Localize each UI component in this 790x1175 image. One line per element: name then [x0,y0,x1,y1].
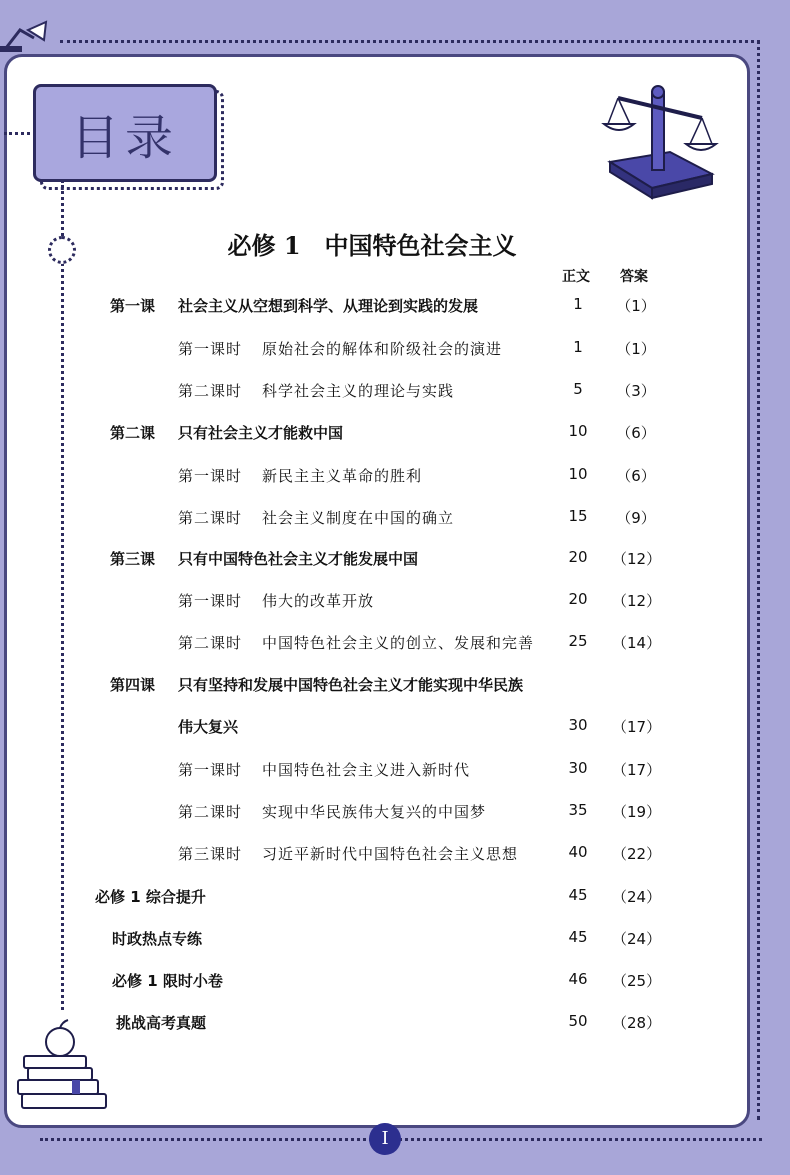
page-ref: 1 [573,295,583,313]
answer-ref: （1） [616,340,656,358]
period-label: 第一课时 [178,592,243,610]
apple-books-icon [14,1018,114,1110]
answer-ref: （6） [616,467,656,485]
toc-row [0,801,744,825]
page-ref: 10 [568,465,588,483]
page-ref: 20 [568,590,588,608]
lesson-title: 社会主义从空想到科学、从理论到实践的发展 [178,297,479,315]
answer-ref: （19） [612,803,662,821]
answer-ref: （1） [616,297,656,315]
toc-title: 目录 [70,109,179,166]
answer-ref: （22） [612,845,662,863]
answer-ref: （24） [612,888,662,906]
period-title: 习近平新时代中国特色社会主义思想 [262,845,519,863]
page-ref: 45 [568,928,588,946]
main-title: 必修 1 中国特色社会主义 [227,231,517,260]
answer-ref: （12） [612,592,662,610]
desk-lamp-icon [0,0,60,60]
page-ref: 46 [568,970,588,988]
balance-scale-icon [600,80,720,210]
toc-row [0,716,744,740]
period-title: 科学社会主义的理论与实践 [262,382,455,400]
answer-ref: （3） [616,382,656,400]
page-ref: 30 [568,716,588,734]
period-title: 原始社会的解体和阶级社会的演进 [262,340,503,358]
period-label: 第一课时 [178,467,243,485]
period-title: 社会主义制度在中国的确立 [262,509,455,527]
toc-row [0,970,744,994]
toc-row [0,507,744,531]
dotted-border-bottom [40,1138,762,1141]
page-ref: 40 [568,843,588,861]
page-ref: 45 [568,886,588,904]
column-header-text: 正文 [562,269,590,285]
page-ref: 25 [568,632,588,650]
page-ref: 20 [568,548,588,566]
toc-row [0,843,744,867]
lesson-title: 只有坚持和发展中国特色社会主义才能实现中华民族 [178,676,524,694]
toc-row [0,380,744,404]
toc-title-box [33,84,217,182]
answer-ref: （6） [616,424,656,442]
period-title: 实现中华民族伟大复兴的中国梦 [262,803,487,821]
column-header-answer: 答案 [620,269,648,285]
lesson-label: 第一课 [110,297,156,315]
period-label: 第三课时 [178,845,243,863]
toc-row [0,465,744,489]
period-label: 第二课时 [178,382,243,400]
page-ref: 5 [573,380,583,398]
toc-row [0,548,744,572]
period-label: 第二课时 [178,803,243,821]
answer-ref: （9） [616,509,656,527]
section-title: 挑战高考真题 [116,1014,207,1032]
section-title: 时政热点专练 [112,930,203,948]
period-title: 新民主主义革命的胜利 [262,467,423,485]
page-ref: 35 [568,801,588,819]
toc-row [0,338,744,362]
dotted-connector [4,132,36,135]
period-title: 中国特色社会主义进入新时代 [262,761,471,779]
answer-ref: （17） [612,718,662,736]
period-label: 第一课时 [178,761,243,779]
period-title: 中国特色社会主义的创立、发展和完善 [262,634,535,652]
answer-ref: （24） [612,930,662,948]
toc-row [0,674,744,698]
lesson-title: 只有中国特色社会主义才能发展中国 [178,550,419,568]
dotted-border-right [757,40,760,1120]
answer-ref: （17） [612,761,662,779]
lesson-title: 只有社会主义才能救中国 [178,424,344,442]
toc-row [0,590,744,614]
section-title: 必修 1 限时小卷 [112,972,223,990]
page-ref: 1 [573,338,583,356]
toc-row [0,632,744,656]
toc-row [0,928,744,952]
period-label: 第二课时 [178,509,243,527]
answer-ref: （12） [612,550,662,568]
period-title: 伟大的改革开放 [262,592,375,610]
page-ref: 30 [568,759,588,777]
page-ref: 15 [568,507,588,525]
lesson-label: 第四课 [110,676,156,694]
period-label: 第一课时 [178,340,243,358]
toc-row [0,886,744,910]
toc-row [0,759,744,783]
lesson-label: 第二课 [110,424,156,442]
page-ref: 50 [568,1012,588,1030]
dotted-border-top [60,40,760,43]
answer-ref: （14） [612,634,662,652]
toc-row [0,295,744,319]
period-label: 第二课时 [178,634,243,652]
page-ref: 10 [568,422,588,440]
answer-ref: （25） [612,972,662,990]
section-title: 必修 1 综合提升 [95,888,206,906]
toc-row [0,422,744,446]
page-number-badge: I [369,1123,401,1155]
lesson-title: 伟大复兴 [178,718,239,736]
answer-ref: （28） [612,1014,662,1032]
lesson-label: 第三课 [110,550,156,568]
